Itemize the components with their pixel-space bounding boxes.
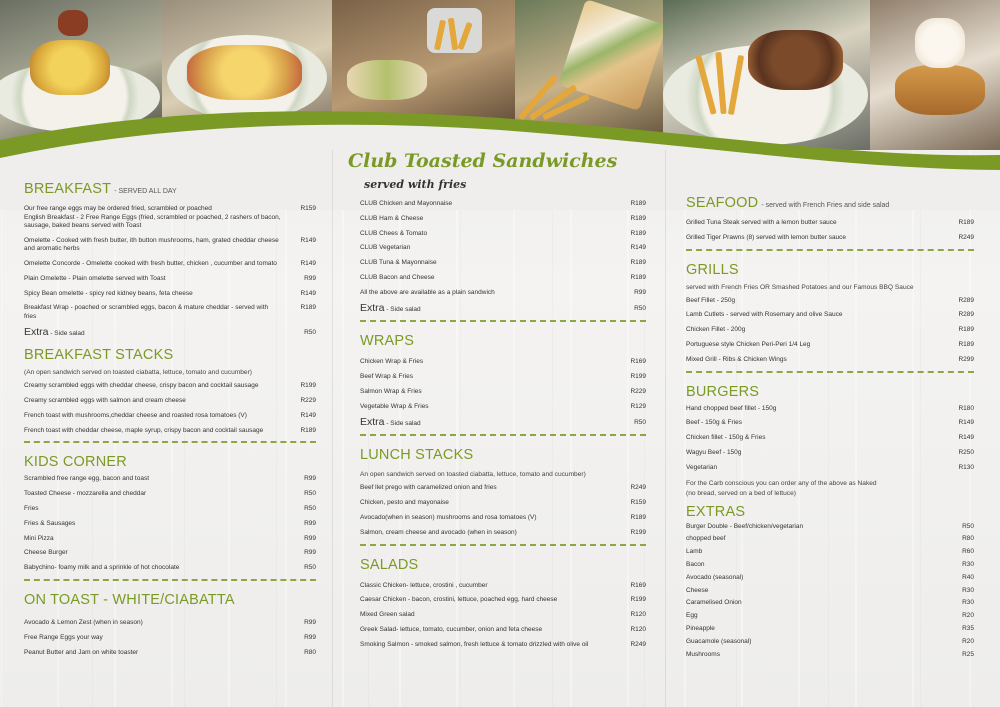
menu-item-price: R99 bbox=[634, 288, 646, 296]
menu-item-name: CLUB Tuna & Mayonnaise bbox=[360, 259, 437, 267]
menu-item-price: R199 bbox=[630, 528, 646, 536]
menu-item bbox=[24, 490, 316, 499]
menu-item bbox=[360, 514, 646, 523]
menu-item-price: R50 bbox=[304, 490, 316, 498]
menu-item-name: French toast with mushrooms,cheddar cheese and roasted rosa tomatoes (V) bbox=[24, 411, 247, 419]
menu-item-name: Burger Double - Beef/chicken/vegetarian bbox=[686, 522, 804, 530]
menu-item-name: Breakfast Wrap - poached or scrambled eggs, bacon & mature cheddar - served with fries bbox=[24, 304, 269, 320]
menu-item-price: R250 bbox=[958, 448, 974, 456]
breakfast-stacks-note: (An open sandwich served on toasted ciabatta, lettuce, tomato and cucumber) bbox=[24, 369, 252, 377]
salads-section bbox=[360, 556, 646, 650]
menu-item bbox=[24, 634, 316, 643]
menu-item bbox=[24, 382, 316, 391]
menu-item bbox=[24, 397, 316, 406]
menu-item-price: R99 bbox=[304, 619, 316, 627]
menu-item-price: R149 bbox=[958, 419, 974, 427]
menu-item bbox=[24, 549, 316, 558]
menu-item-price: R35 bbox=[962, 624, 974, 632]
kids-corner-title: KIDS CORNER bbox=[24, 454, 127, 471]
menu-item-price: R159 bbox=[630, 499, 646, 507]
menu-item-name: Guacamole (seasonal) bbox=[686, 637, 752, 645]
menu-item-name: Toasted Cheese - mozzarella and cheddar bbox=[24, 490, 147, 498]
menu-item-price: R189 bbox=[630, 229, 646, 237]
menu-item-price: R50 bbox=[304, 505, 316, 513]
menu-item-name: Omelette - Cooked with fresh butter, ith button mushrooms, ham, grated cheddar cheese and aromatic herbs bbox=[24, 236, 279, 253]
menu-item-name: Mushrooms bbox=[686, 650, 720, 658]
menu-item bbox=[686, 599, 974, 608]
wraps-extra: Extra - Side salad R50 bbox=[360, 415, 646, 428]
lunch-stacks-items bbox=[360, 484, 646, 537]
menu-item-name: Beef llet prego with caramelized onion and fries bbox=[360, 484, 497, 492]
wraps-items bbox=[360, 358, 646, 411]
menu-item bbox=[24, 564, 316, 573]
menu-item-name: Salmon Wrap & Fries bbox=[360, 387, 422, 395]
lunch-stacks-section bbox=[360, 446, 646, 537]
menu-item-price: R129 bbox=[630, 402, 646, 410]
menu-item bbox=[360, 274, 646, 283]
burgers-note: For the Carb conscious you can order any of the above as Naked (no bread, served on a bed of lettuce) bbox=[686, 479, 877, 497]
seafood-items bbox=[686, 219, 974, 242]
kids-corner-section bbox=[24, 453, 316, 572]
menu-item bbox=[686, 341, 974, 350]
menu-item-name: Fries bbox=[24, 505, 39, 513]
menu-item-price: R189 bbox=[300, 304, 316, 312]
menu-item-price: R229 bbox=[300, 397, 316, 405]
menu-item bbox=[360, 611, 646, 620]
menu-item-price: R249 bbox=[958, 233, 974, 241]
section-separator bbox=[360, 544, 646, 546]
menu-item bbox=[686, 297, 974, 306]
menu-item-price: R249 bbox=[630, 484, 646, 492]
menu-item-name: Hand chopped beef fillet - 150g bbox=[686, 404, 777, 412]
section-separator bbox=[686, 371, 974, 373]
lunch-stacks-note: An open sandwich served on toasted ciabatta, lettuce, tomato and cucumber) bbox=[360, 471, 586, 479]
menu-item-price: R169 bbox=[630, 358, 646, 366]
section-separator bbox=[360, 320, 646, 322]
seafood-section bbox=[686, 194, 974, 242]
menu-item-price: R199 bbox=[300, 382, 316, 390]
menu-item bbox=[686, 234, 974, 243]
menu-item bbox=[24, 619, 316, 628]
salads-title: SALADS bbox=[360, 556, 419, 573]
menu-item-name: Greek Salad- lettuce, tomato, cucumber, onion and feta cheese bbox=[360, 625, 543, 633]
menu-item-price: R99 bbox=[304, 274, 316, 282]
burgers-title: BURGERS bbox=[686, 383, 760, 400]
menu-item bbox=[686, 219, 974, 228]
seafood-title: SEAFOOD - served with French Fries and side salad bbox=[686, 195, 890, 211]
menu-item bbox=[686, 651, 974, 660]
menu-item-price: R189 bbox=[300, 426, 316, 434]
breakfast-stacks-title: BREAKFAST STACKS bbox=[24, 347, 174, 364]
menu-item-price: R299 bbox=[958, 355, 974, 363]
menu-item bbox=[24, 427, 316, 436]
menu-item-price: R249 bbox=[630, 640, 646, 648]
menu-item bbox=[360, 215, 646, 224]
menu-item bbox=[24, 290, 316, 299]
menu-item-name: Vegetarian bbox=[686, 463, 718, 471]
menu-item bbox=[686, 574, 974, 583]
menu-item bbox=[24, 260, 316, 269]
menu-item-name: Grilled Tiger Prawns (8) served with lemon butter sauce bbox=[686, 233, 847, 241]
menu-item-price: R30 bbox=[962, 586, 974, 594]
breakfast-stacks-items bbox=[24, 382, 316, 435]
breakfast-section bbox=[24, 180, 316, 338]
menu-item-price: R99 bbox=[304, 633, 316, 641]
menu-item bbox=[360, 388, 646, 397]
menu-item-name: French toast with cheddar cheese, maple syrup, crispy bacon and cocktail sausage bbox=[24, 426, 264, 434]
menu-item-name: All the above are available as a plain sandwich bbox=[360, 288, 495, 296]
menu-column-middle bbox=[348, 150, 646, 656]
menu-item bbox=[686, 561, 974, 570]
menu-item bbox=[24, 275, 316, 284]
wraps-section bbox=[360, 332, 646, 428]
menu-item-name: Wagyu Beef - 150g bbox=[686, 448, 742, 456]
menu-item-price: R99 bbox=[304, 549, 316, 557]
menu-item-price: R20 bbox=[962, 612, 974, 620]
grills-note: served with French Fries OR Smashed Potatoes and our Famous BBQ Sauce bbox=[686, 283, 914, 291]
menu-item bbox=[360, 259, 646, 268]
menu-item-price: R229 bbox=[630, 387, 646, 395]
menu-item bbox=[360, 499, 646, 508]
grills-title: GRILLS bbox=[686, 261, 739, 278]
menu-item-price: R120 bbox=[630, 611, 646, 619]
menu-item bbox=[24, 237, 316, 254]
grills-section bbox=[686, 261, 974, 365]
menu-item bbox=[24, 475, 316, 484]
menu-item-price: R159 bbox=[300, 205, 316, 212]
menu-item-name: CLUB Chees & Tomato bbox=[360, 229, 428, 237]
menu-item bbox=[24, 520, 316, 529]
menu-item-name: Avocado & Lemon Zest (when in season) bbox=[24, 619, 143, 627]
menu-item bbox=[24, 205, 316, 231]
menu-item-price: R189 bbox=[958, 219, 974, 226]
menu-item-name: Our free range eggs may be ordered fried, scrambled or poached English Breakfast - 2 Free Range Eggs (fried, scrambled or poached, 2 rashers of bacon, sausage, baked beans served with Toast bbox=[24, 205, 281, 229]
menu-item bbox=[24, 304, 316, 321]
menu-item-name: Caramelised Onion bbox=[686, 599, 742, 607]
menu-item-name: Mixed Green salad bbox=[360, 611, 415, 619]
menu-item bbox=[686, 449, 974, 458]
menu-item bbox=[360, 582, 646, 591]
menu-item bbox=[360, 358, 646, 367]
wraps-title: WRAPS bbox=[360, 333, 415, 350]
menu-item-name: Peanut Butter and Jam on white toaster bbox=[24, 648, 139, 656]
menu-item bbox=[360, 529, 646, 538]
menu-item-name: Fries & Sausages bbox=[24, 519, 76, 527]
menu-item-name: Pineapple bbox=[686, 624, 715, 632]
menu-item-name: Grilled Tuna Steak served with a lemon butter sauce bbox=[686, 219, 837, 226]
menu-item-price: R99 bbox=[304, 519, 316, 527]
menu-item-name: Portuguese style Chicken Peri-Peri 1/4 Leg bbox=[686, 340, 811, 348]
menu-item-name: Caesar Chicken - bacon, crostini, lettuce, poached egg, hard cheese bbox=[360, 596, 558, 604]
menu-item bbox=[360, 244, 646, 253]
menu-item-price: R80 bbox=[962, 535, 974, 543]
on-toast-title: ON TOAST - WHITE/CIABATTA bbox=[24, 592, 235, 609]
menu-item-name: Beef - 150g & Fries bbox=[686, 419, 742, 427]
menu-item-price: R99 bbox=[304, 534, 316, 542]
menu-item-name: Avocado (seasonal) bbox=[686, 573, 744, 581]
club-title: Club Toasted Sandwiches bbox=[348, 150, 618, 172]
menu-item-name: Salmon, cream cheese and avocado (when in season) bbox=[360, 528, 517, 536]
menu-item-price: R80 bbox=[304, 648, 316, 656]
club-extra: Extra - Side salad R50 bbox=[360, 301, 646, 314]
menu-item-name: Egg bbox=[686, 612, 698, 620]
menu-item-name: Spicy Bean omelette - spicy red kidney beans, feta cheese bbox=[24, 289, 193, 297]
menu-item-price: R149 bbox=[630, 244, 646, 252]
menu-item bbox=[360, 596, 646, 605]
menu-item bbox=[360, 230, 646, 239]
menu-item-price: R189 bbox=[958, 326, 974, 334]
menu-item-price: R130 bbox=[958, 463, 974, 471]
menu-item-name: Beef Fillet - 250g bbox=[686, 296, 736, 304]
menu-item-name: Avocado(when in season) mushrooms and rosa tomatoes (V) bbox=[360, 513, 537, 521]
menu-item-name: CLUB Ham & Cheese bbox=[360, 214, 424, 222]
menu-item-price: R40 bbox=[962, 573, 974, 581]
menu-item bbox=[686, 434, 974, 443]
club-items bbox=[360, 200, 646, 297]
menu-item-name: Chicken Fillet - 200g bbox=[686, 326, 746, 334]
menu-item bbox=[686, 523, 974, 532]
menu-item-price: R20 bbox=[962, 637, 974, 645]
menu-item bbox=[686, 326, 974, 335]
breakfast-title: BREAKFAST - SERVED ALL DAY bbox=[24, 181, 177, 197]
menu-item-price: R189 bbox=[630, 214, 646, 222]
section-separator bbox=[686, 249, 974, 251]
menu-item-name: Lamb bbox=[686, 548, 703, 556]
menu-item-price: R25 bbox=[962, 650, 974, 658]
menu-item-name: Bacon bbox=[686, 560, 705, 568]
menu-item-price: R189 bbox=[958, 340, 974, 348]
club-section bbox=[348, 150, 646, 314]
menu-item-price: R50 bbox=[304, 564, 316, 572]
column-divider-left bbox=[332, 150, 333, 707]
menu-item-name: Scrambled free range egg, bacon and toast bbox=[24, 475, 150, 483]
menu-item-price: R30 bbox=[962, 599, 974, 607]
breakfast-extra: Extra - Side salad R50 bbox=[24, 325, 316, 338]
menu-item-price: R189 bbox=[630, 513, 646, 521]
menu-item bbox=[360, 200, 646, 209]
menu-item bbox=[686, 464, 974, 473]
lunch-stacks-title: LUNCH STACKS bbox=[360, 447, 474, 464]
menu-item-name: Classic Chicken- lettuce, crostini , cucumber bbox=[360, 581, 488, 589]
grills-items bbox=[686, 297, 974, 365]
menu-item-name: Chicken fillet - 150g & Fries bbox=[686, 434, 766, 442]
menu-item-price: R189 bbox=[630, 273, 646, 281]
menu-item-price: R99 bbox=[304, 475, 316, 483]
menu-item-price: R149 bbox=[958, 434, 974, 442]
menu-item bbox=[686, 535, 974, 544]
menu-item-name: Cheese Burger bbox=[24, 549, 68, 557]
extras-title: EXTRAS bbox=[686, 503, 746, 520]
menu-column-left bbox=[24, 180, 316, 663]
menu-item bbox=[24, 505, 316, 514]
menu-item-name: Babychino- foamy milk and a sprinkle of hot chocolate bbox=[24, 564, 180, 572]
menu-item bbox=[686, 612, 974, 621]
menu-item bbox=[360, 641, 646, 650]
menu-item-price: R180 bbox=[958, 404, 974, 412]
menu-item-name: CLUB Bacon and Cheese bbox=[360, 273, 435, 281]
menu-item bbox=[686, 548, 974, 557]
menu-item-name: Chicken, pesto and mayonaise bbox=[360, 499, 449, 507]
menu-item-price: R149 bbox=[300, 411, 316, 419]
menu-item-name: Plain Omelette - Plain omelette served with Toast bbox=[24, 274, 166, 282]
menu-item-price: R149 bbox=[300, 260, 316, 268]
column-divider-right bbox=[665, 150, 666, 707]
menu-item bbox=[686, 587, 974, 596]
breakfast-items bbox=[24, 205, 316, 321]
menu-item bbox=[360, 484, 646, 493]
menu-item-name: Omelette Concorde - Omelette cooked with fresh butter, chicken , cucumber and tomato bbox=[24, 260, 277, 268]
menu-item-name: Chicken Wrap & Fries bbox=[360, 358, 424, 366]
menu-item bbox=[360, 373, 646, 382]
section-separator bbox=[24, 579, 316, 581]
on-toast-section bbox=[24, 591, 316, 657]
menu-item-name: Smoking Salmon - smoked salmon, fresh lettuce & tomato drizzled with olive oil bbox=[360, 640, 589, 648]
menu-item-price: R169 bbox=[630, 581, 646, 589]
menu-item-price: R60 bbox=[962, 548, 974, 556]
menu-item bbox=[24, 412, 316, 421]
on-toast-items bbox=[24, 619, 316, 657]
menu-item-price: R149 bbox=[300, 236, 316, 244]
menu-item-name: Vegetable Wrap & Fries bbox=[360, 402, 429, 410]
section-separator bbox=[360, 434, 646, 436]
menu-item-name: Mini Pizza bbox=[24, 534, 54, 542]
menu-item-price: R120 bbox=[630, 625, 646, 633]
burgers-section bbox=[686, 383, 974, 499]
menu-item-name: chopped beef bbox=[686, 535, 726, 543]
menu-item bbox=[686, 405, 974, 414]
club-subtitle: served with fries bbox=[364, 178, 467, 191]
menu-item-name: Beef Wrap & Fries bbox=[360, 373, 413, 381]
extras-section bbox=[686, 503, 974, 659]
menu-item bbox=[686, 638, 974, 647]
breakfast-stacks-section bbox=[24, 346, 316, 435]
menu-item bbox=[686, 625, 974, 634]
menu-item-price: R149 bbox=[300, 289, 316, 297]
menu-item-name: Mixed Grill - Ribs & Chicken Wings bbox=[686, 355, 787, 363]
menu-item-name: Free Range Eggs your way bbox=[24, 633, 103, 641]
menu-item bbox=[686, 419, 974, 428]
menu-item-price: R199 bbox=[630, 373, 646, 381]
menu-item-name: Creamy scrambled eggs with cheddar cheese, crispy bacon and cocktail sausage bbox=[24, 382, 259, 390]
menu-item-price: R30 bbox=[962, 560, 974, 568]
menu-item bbox=[686, 356, 974, 365]
extras-items bbox=[686, 523, 974, 659]
menu-item-price: R289 bbox=[958, 296, 974, 304]
kids-corner-items bbox=[24, 475, 316, 572]
menu-item-price: R189 bbox=[630, 259, 646, 267]
menu-item bbox=[360, 403, 646, 412]
salads-items bbox=[360, 582, 646, 650]
menu-item-price: R199 bbox=[630, 596, 646, 604]
section-separator bbox=[24, 441, 316, 443]
menu-item bbox=[686, 311, 974, 320]
menu-item-name: CLUB Vegetarian bbox=[360, 244, 411, 252]
menu-item bbox=[360, 289, 646, 298]
menu-item bbox=[360, 626, 646, 635]
menu-item-name: Lamb Cutlets - served with Rosemary and olive Sauce bbox=[686, 311, 843, 319]
menu-item-price: R289 bbox=[958, 311, 974, 319]
menu-item bbox=[24, 535, 316, 544]
menu-column-right bbox=[686, 194, 974, 663]
menu-item-price: R189 bbox=[630, 200, 646, 207]
menu-item-price: R50 bbox=[962, 522, 974, 530]
menu-item-name: CLUB Chicken and Mayonnaise bbox=[360, 200, 453, 207]
menu-item-name: Cheese bbox=[686, 586, 709, 594]
menu-item bbox=[24, 649, 316, 658]
burgers-items bbox=[686, 405, 974, 473]
menu-item-name: Creamy scrambled eggs with salmon and cream cheese bbox=[24, 397, 186, 405]
